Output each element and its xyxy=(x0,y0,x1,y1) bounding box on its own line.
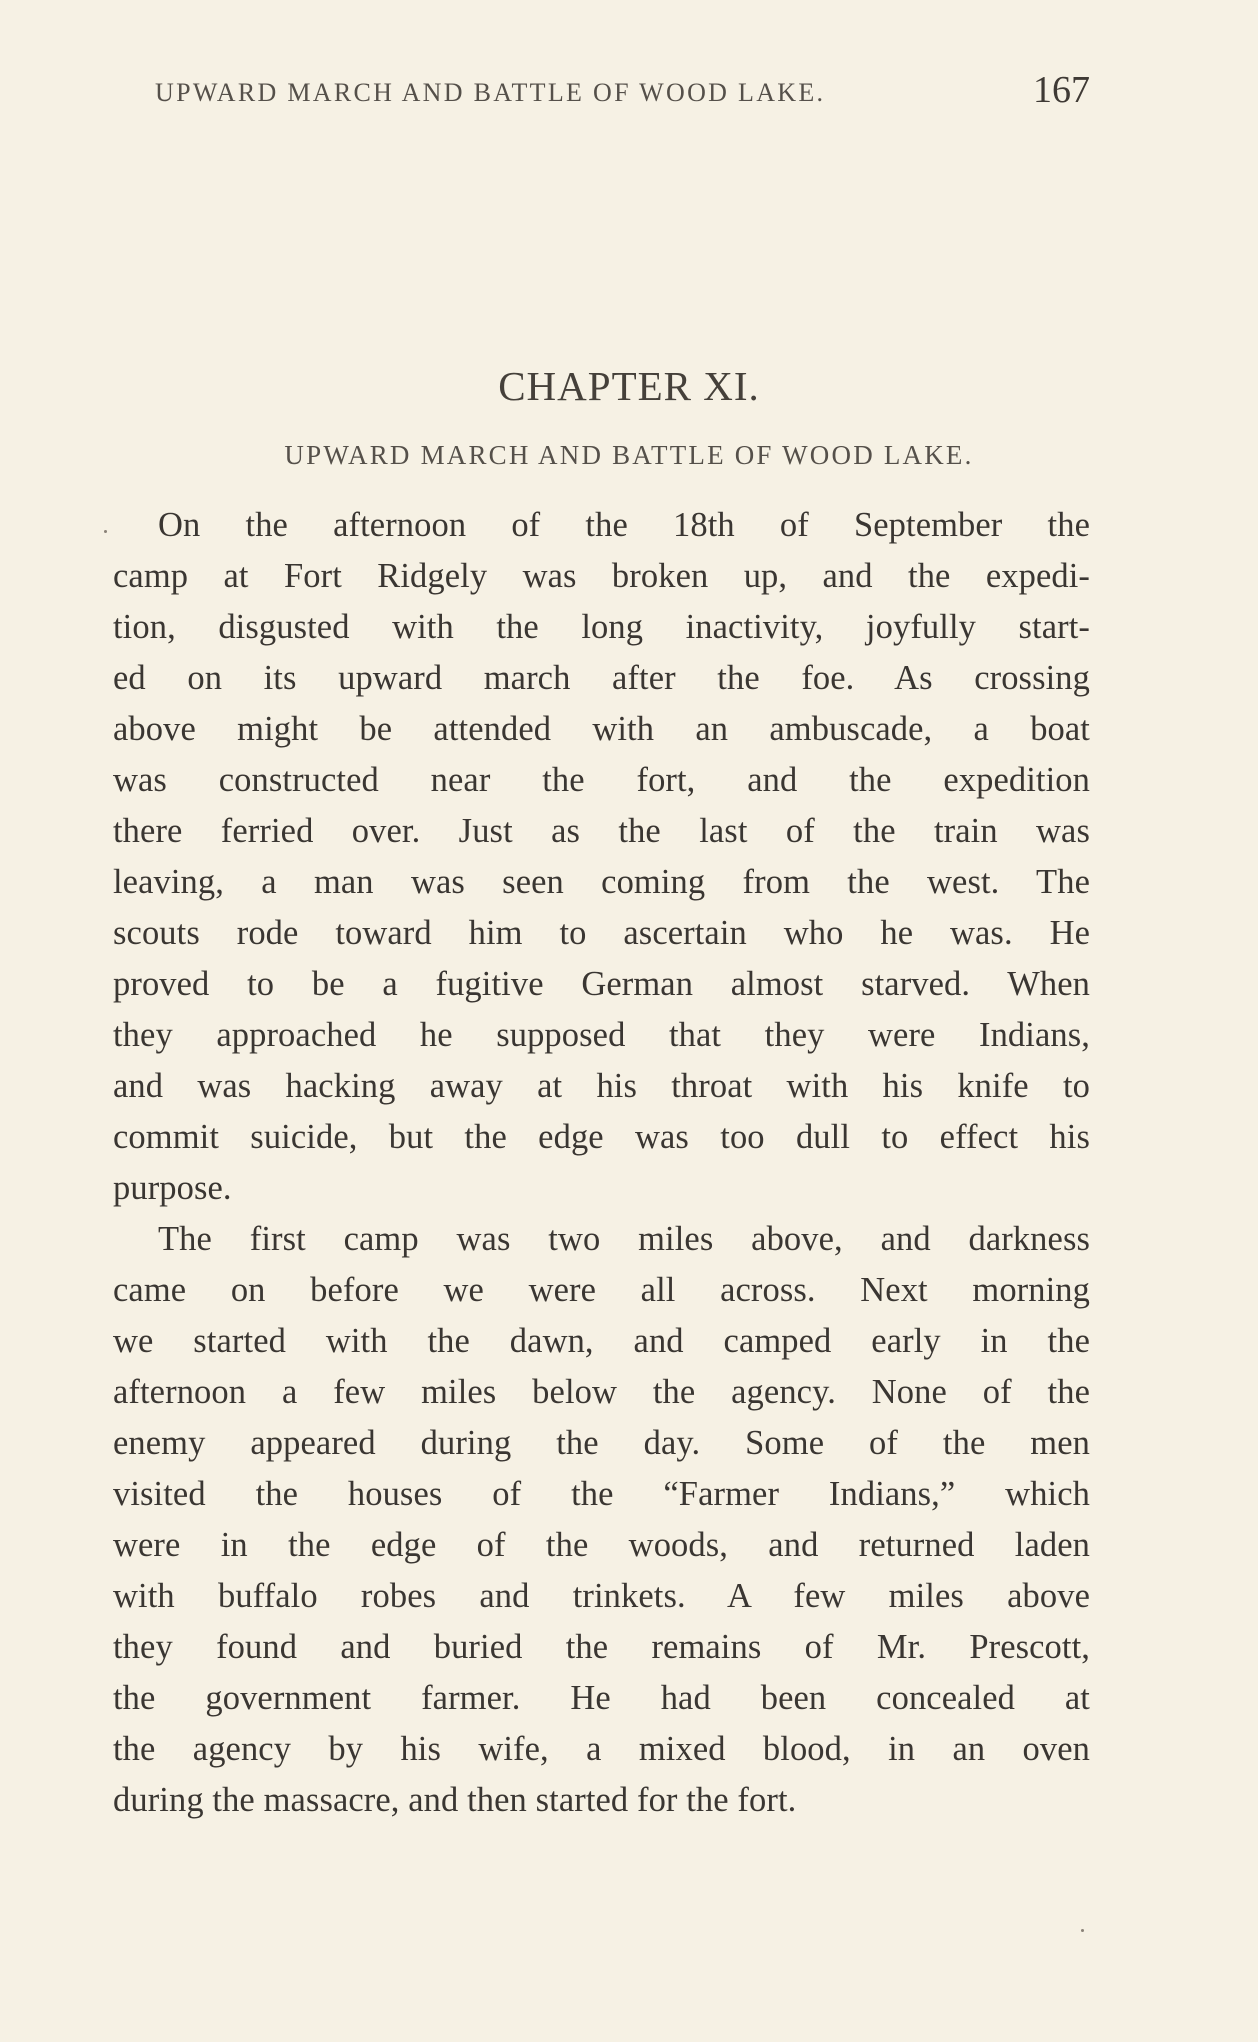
text-line: and was hacking away at his throat with his knife to xyxy=(113,1067,1090,1105)
text-line: were in the edge of the woods, and returned laden xyxy=(113,1526,1090,1564)
text-line: proved to be a fugitive German almost starved. When xyxy=(113,965,1090,1003)
chapter-subtitle: UPWARD MARCH AND BATTLE OF WOOD LAKE. xyxy=(284,440,974,470)
page-number: 167 xyxy=(1033,69,1090,111)
text-line: they found and buried the remains of Mr. Prescott, xyxy=(113,1628,1090,1666)
text-line: came on before we were all across. Next morning xyxy=(113,1271,1090,1309)
running-head-title: UPWARD MARCH AND BATTLE OF WOOD LAKE. xyxy=(155,78,826,107)
text-line: above might be attended with an ambuscade, a boat xyxy=(113,710,1090,748)
text-line: there ferried over. Just as the last of the train was xyxy=(113,812,1090,850)
text-line: The first camp was two miles above, and darkness xyxy=(158,1220,1090,1258)
text-line: leaving, a man was seen coming from the west. The xyxy=(113,863,1090,901)
text-line: with buffalo robes and trinkets. A few miles above xyxy=(113,1577,1090,1615)
text-line: afternoon a few miles below the agency. None of the xyxy=(113,1373,1090,1411)
text-line: we started with the dawn, and camped early in the xyxy=(113,1322,1090,1360)
text-line: was constructed near the fort, and the expedition xyxy=(113,761,1090,799)
text-line: during the massacre, and then started for the fort. xyxy=(113,1781,797,1819)
text-line: camp at Fort Ridgely was broken up, and the expedi- xyxy=(113,557,1090,595)
paper-speck xyxy=(104,530,107,533)
text-line: commit suicide, but the edge was too dull to effect his xyxy=(113,1118,1090,1156)
text-line: On the afternoon of the 18th of September the xyxy=(158,506,1090,544)
text-line: ed on its upward march after the foe. As crossing xyxy=(113,659,1090,697)
text-line: the government farmer. He had been concealed at xyxy=(113,1679,1090,1717)
text-line: the agency by his wife, a mixed blood, in an oven xyxy=(113,1730,1090,1768)
text-line: visited the houses of the “Farmer Indians,” which xyxy=(113,1475,1090,1513)
text-line: enemy appeared during the day. Some of the men xyxy=(113,1424,1090,1462)
paper-speck xyxy=(1081,1929,1084,1932)
running-head xyxy=(155,68,1090,118)
chapter-title: CHAPTER XI. xyxy=(498,363,760,409)
text-line: purpose. xyxy=(113,1169,232,1207)
text-line: they approached he supposed that they were Indians, xyxy=(113,1016,1090,1054)
text-line: tion, disgusted with the long inactivity, joyfully start- xyxy=(113,608,1090,646)
body-text xyxy=(113,500,1090,1826)
text-line: scouts rode toward him to ascertain who he was. He xyxy=(113,914,1090,952)
